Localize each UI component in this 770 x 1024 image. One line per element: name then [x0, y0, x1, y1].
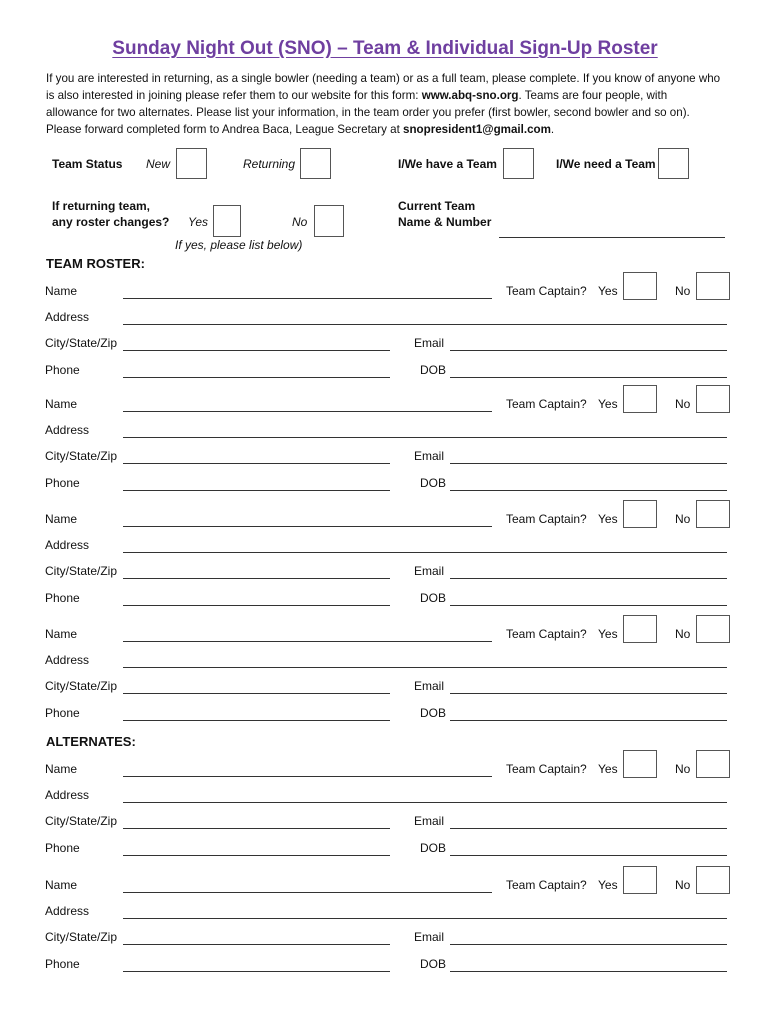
address-input-line[interactable] — [123, 552, 727, 553]
need-team-checkbox[interactable] — [658, 148, 689, 179]
captain-no-checkbox[interactable] — [696, 615, 730, 643]
team-captain-label: Team Captain? — [506, 512, 587, 526]
email-input-line[interactable] — [450, 828, 727, 829]
city-state-zip-label: City/State/Zip — [45, 814, 118, 828]
dob-input-line[interactable] — [450, 490, 727, 491]
dob-label: DOB — [420, 957, 447, 971]
email-input-line[interactable] — [450, 350, 727, 351]
address-input-line[interactable] — [123, 667, 727, 668]
captain-yes-checkbox[interactable] — [623, 615, 657, 643]
email-label: Email — [414, 336, 445, 350]
new-label: New — [146, 157, 171, 171]
email-input-line[interactable] — [450, 693, 727, 694]
city-state-zip-label: City/State/Zip — [45, 449, 118, 463]
email-label: Email — [414, 814, 445, 828]
captain-yes-checkbox[interactable] — [623, 500, 657, 528]
email-label: Email — [414, 564, 445, 578]
team-captain-label: Team Captain? — [506, 284, 587, 298]
team-captain-label: Team Captain? — [506, 627, 587, 641]
captain-no-checkbox[interactable] — [696, 500, 730, 528]
phone-input-line[interactable] — [123, 720, 390, 721]
email-input-line[interactable] — [450, 463, 727, 464]
have-team-label: I/We have a Team — [398, 157, 497, 171]
website-link[interactable]: www.abq-sno.org — [421, 89, 519, 102]
city-state-zip-input-line[interactable] — [123, 944, 390, 945]
phone-label: Phone — [45, 363, 80, 377]
captain-yes-label: Yes — [598, 878, 618, 892]
phone-label: Phone — [45, 476, 80, 490]
phone-input-line[interactable] — [123, 490, 390, 491]
returning-label: Returning — [243, 157, 296, 171]
phone-label: Phone — [45, 957, 80, 971]
city-state-zip-input-line[interactable] — [123, 578, 390, 579]
captain-no-label: No — [675, 397, 691, 411]
name-input-line[interactable] — [123, 411, 492, 412]
city-state-zip-input-line[interactable] — [123, 463, 390, 464]
phone-input-line[interactable] — [123, 605, 390, 606]
name-label: Name — [45, 627, 78, 641]
team-captain-label: Team Captain? — [506, 397, 587, 411]
email-label: Email — [414, 449, 445, 463]
city-state-zip-input-line[interactable] — [123, 828, 390, 829]
phone-label: Phone — [45, 591, 80, 605]
address-input-line[interactable] — [123, 324, 727, 325]
intro-line-4: Please forward completed form to Andrea Baca, League Secretary at snopresident1@gmail.com. — [46, 123, 555, 136]
phone-input-line[interactable] — [123, 377, 390, 378]
team-captain-label: Team Captain? — [506, 762, 587, 776]
intro-text — [46, 70, 736, 138]
city-state-zip-label: City/State/Zip — [45, 679, 118, 693]
captain-no-checkbox[interactable] — [696, 866, 730, 894]
city-state-zip-label: City/State/Zip — [45, 564, 118, 578]
phone-input-line[interactable] — [123, 855, 390, 856]
address-label: Address — [45, 653, 90, 667]
returning-checkbox[interactable] — [300, 148, 331, 179]
captain-yes-label: Yes — [598, 762, 618, 776]
dob-label: DOB — [420, 476, 447, 490]
dob-input-line[interactable] — [450, 605, 727, 606]
new-checkbox[interactable] — [176, 148, 207, 179]
current-team-label-2: Name & Number — [398, 215, 492, 229]
captain-no-label: No — [675, 284, 691, 298]
captain-no-checkbox[interactable] — [696, 750, 730, 778]
address-input-line[interactable] — [123, 802, 727, 803]
team-status-label: Team Status — [52, 157, 123, 171]
phone-input-line[interactable] — [123, 971, 390, 972]
changes-no-label: No — [292, 215, 308, 229]
name-label: Name — [45, 284, 78, 298]
name-input-line[interactable] — [123, 776, 492, 777]
address-input-line[interactable] — [123, 437, 727, 438]
current-team-label-1: Current Team — [398, 199, 476, 213]
dob-label: DOB — [420, 363, 447, 377]
captain-yes-checkbox[interactable] — [623, 272, 657, 300]
city-state-zip-label: City/State/Zip — [45, 930, 118, 944]
captain-no-label: No — [675, 627, 691, 641]
captain-no-checkbox[interactable] — [696, 272, 730, 300]
intro-line-1: If you are interested in returning, as a single bowler (needing a team) or as a full team, please complete. If you know of anyone who — [46, 72, 721, 85]
list-below-note: If yes, please list below) — [175, 238, 303, 252]
captain-yes-label: Yes — [598, 397, 618, 411]
phone-label: Phone — [45, 706, 80, 720]
email-label: Email — [414, 679, 445, 693]
captain-no-label: No — [675, 512, 691, 526]
phone-label: Phone — [45, 841, 80, 855]
name-label: Name — [45, 512, 78, 526]
dob-label: DOB — [420, 841, 447, 855]
dob-input-line[interactable] — [450, 377, 727, 378]
captain-yes-checkbox[interactable] — [623, 750, 657, 778]
changes-no-checkbox[interactable] — [314, 205, 344, 237]
captain-yes-label: Yes — [598, 512, 618, 526]
name-input-line[interactable] — [123, 641, 492, 642]
captain-yes-label: Yes — [598, 627, 618, 641]
name-label: Name — [45, 397, 78, 411]
name-input-line[interactable] — [123, 526, 492, 527]
dob-input-line[interactable] — [450, 855, 727, 856]
captain-yes-checkbox[interactable] — [623, 866, 657, 894]
address-label: Address — [45, 423, 90, 437]
current-team-input-line[interactable] — [499, 237, 725, 238]
dob-input-line[interactable] — [450, 971, 727, 972]
city-state-zip-label: City/State/Zip — [45, 336, 118, 350]
dob-label: DOB — [420, 591, 447, 605]
intro-line-2: is also interested in joining please refer them to our website for this form: www.abq-sno.org. Teams are four people, with — [46, 89, 668, 102]
name-label: Name — [45, 762, 78, 776]
address-label: Address — [45, 788, 90, 802]
email-input-line[interactable] — [450, 578, 727, 579]
roster-changes-label-2: any roster changes? — [52, 215, 170, 229]
need-team-label: I/We need a Team — [556, 157, 656, 171]
city-state-zip-input-line[interactable] — [123, 350, 390, 351]
team-roster-heading: TEAM ROSTER: — [46, 256, 145, 271]
team-captain-label: Team Captain? — [506, 878, 587, 892]
captain-yes-checkbox[interactable] — [623, 385, 657, 413]
page-title: Sunday Night Out (SNO) – Team & Individual Sign-Up Roster — [112, 38, 658, 59]
email-input-line[interactable] — [450, 944, 727, 945]
name-label: Name — [45, 878, 78, 892]
dob-label: DOB — [420, 706, 447, 720]
roster-changes-label-1: If returning team, — [52, 199, 151, 213]
city-state-zip-input-line[interactable] — [123, 693, 390, 694]
email-label: Email — [414, 930, 445, 944]
name-input-line[interactable] — [123, 892, 492, 893]
address-input-line[interactable] — [123, 918, 727, 919]
address-label: Address — [45, 904, 90, 918]
address-label: Address — [45, 538, 90, 552]
dob-input-line[interactable] — [450, 720, 727, 721]
captain-yes-label: Yes — [598, 284, 618, 298]
captain-no-label: No — [675, 878, 691, 892]
changes-yes-checkbox[interactable] — [213, 205, 241, 237]
name-input-line[interactable] — [123, 298, 492, 299]
changes-yes-label: Yes — [188, 215, 209, 229]
captain-no-label: No — [675, 762, 691, 776]
email-link[interactable]: snopresident1@gmail.com — [403, 123, 551, 136]
have-team-checkbox[interactable] — [503, 148, 534, 179]
captain-no-checkbox[interactable] — [696, 385, 730, 413]
address-label: Address — [45, 310, 90, 324]
intro-line-3: allowance for two alternates. Please list your information, in the team order you prefer (first bowler, second bowler and so on). — [46, 106, 690, 119]
alternates-heading: ALTERNATES: — [46, 734, 136, 749]
